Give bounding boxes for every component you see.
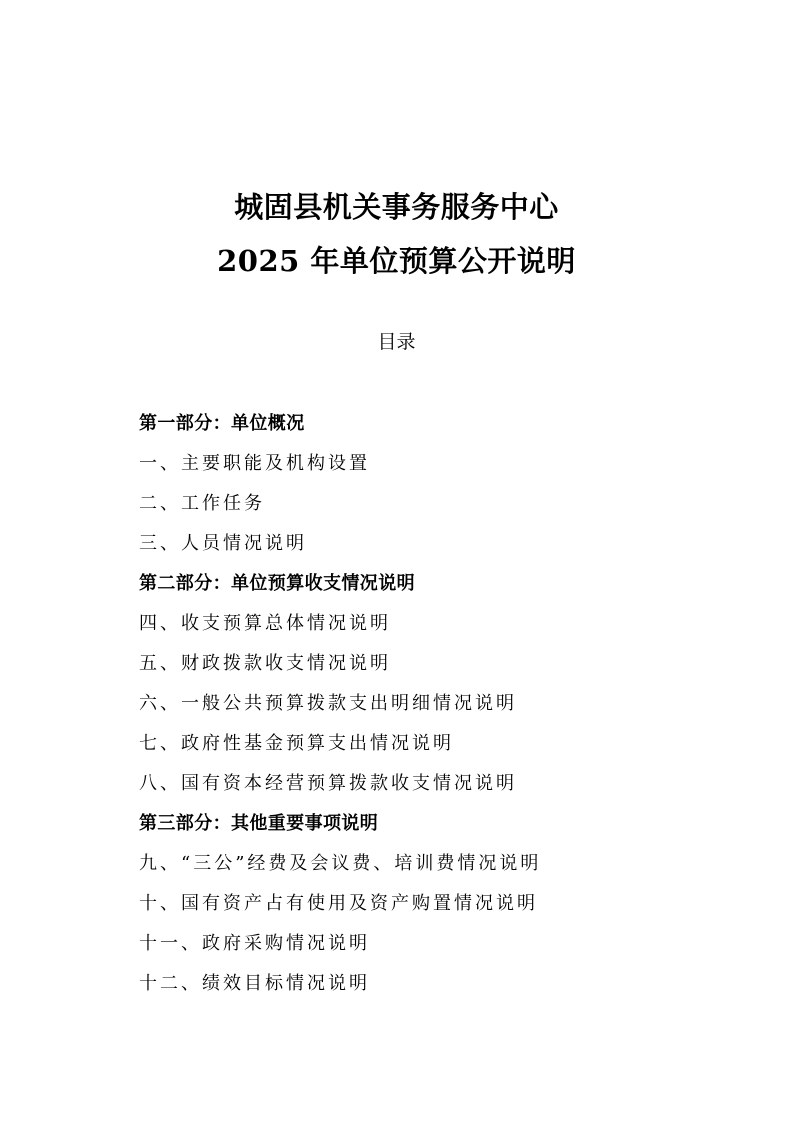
toc-section-1: 第一部分：单位概况 [139, 413, 305, 434]
document-title-line1: 城固县机关事务服务中心 [234, 190, 559, 224]
toc-item-7: 七、政府性基金预算支出情况说明 [139, 733, 454, 754]
toc-item-3: 三、人员情况说明 [139, 533, 307, 554]
toc-item-9: 九、“三公”经费及会议费、培训费情况说明 [139, 853, 542, 874]
toc-section-2: 第二部分：单位预算收支情况说明 [139, 573, 415, 594]
document-title-line2: 2025 年单位预算公开说明 [217, 244, 576, 278]
toc-item-2: 二、工作任务 [139, 493, 265, 514]
toc-item-4: 四、收支预算总体情况说明 [139, 613, 391, 634]
toc-heading: 目录 [377, 331, 416, 353]
toc-item-10: 十、国有资产占有使用及资产购置情况说明 [139, 893, 538, 914]
toc-section-3: 第三部分：其他重要事项说明 [139, 813, 379, 834]
toc-item-12: 十二、绩效目标情况说明 [139, 973, 370, 994]
toc-item-1: 一、主要职能及机构设置 [139, 453, 370, 474]
toc-item-11: 十一、政府采购情况说明 [139, 933, 370, 954]
toc-item-8: 八、国有资本经营预算拨款收支情况说明 [139, 773, 517, 794]
toc-item-6: 六、一般公共预算拨款支出明细情况说明 [139, 693, 517, 714]
toc-item-5: 五、财政拨款收支情况说明 [139, 653, 391, 674]
table-of-contents [139, 414, 739, 1014]
